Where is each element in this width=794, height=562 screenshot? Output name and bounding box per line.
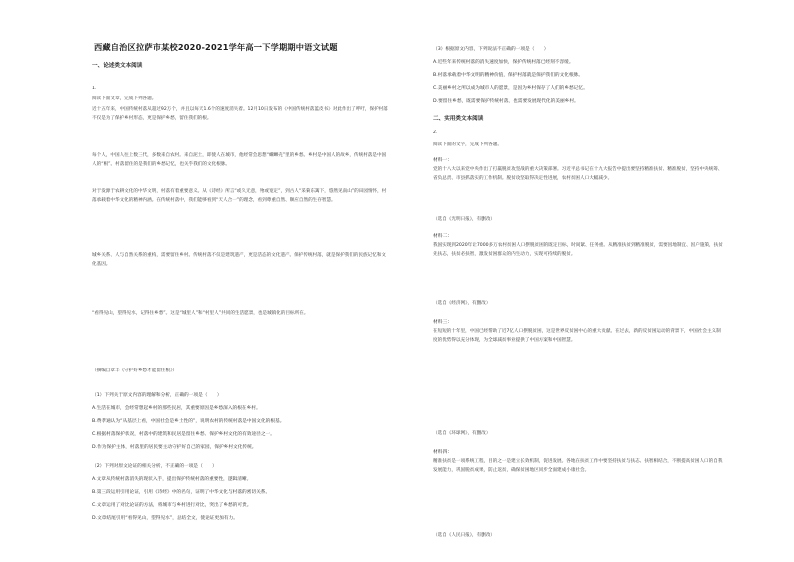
option-1c[interactable]: C.根据村落保护状况，村落中的建筑和民居是留住乡愁、保护乡村文化的有效途径之一。 xyxy=(92,432,275,437)
option-2a[interactable]: A.文章从传统村落消失的现状入手，提出保护传统村落的重要性，逻辑清晰。 xyxy=(92,477,252,482)
material-text: 我国实现到2020年让7000多万农村贫困人口摆脱贫困的既定目标，时间紧、任务重。从精准扶贫到精准脱贫，需要因地制宜、因户施策，扶贫先扶志，扶贫必扶智，激发贫困群众的内生动力，实现可持续的脱贫。 xyxy=(433,243,723,257)
option-1d[interactable]: D.作为保护主体，村落里的居民要主动守护好自己的家园，保护乡村文化传统。 xyxy=(92,445,257,450)
passage-paragraph: “看得见山，望得见水，记得住乡愁”。这是“城里人”和“村里人”共同的生活愿景，也是城镇化的目标所在。 xyxy=(92,311,309,316)
question-3: （3）根据原文内容，下列说法不正确的一项是（ ） xyxy=(433,47,549,52)
material-source: （选自《经济网》，有删改） xyxy=(433,301,491,306)
option-1b[interactable]: B.费孝通认为“从基层上看，中国社会是乡土性的”，说明农村的传统村落是中国文化的根基。 xyxy=(92,419,285,424)
option-3a[interactable]: A.近些年来传统村落的消失速度加快，保护传统村落已经刻不容缓。 xyxy=(433,60,574,65)
material-text: 精准扶贫是一项系统工程，目的之一是建立长效机制，促进发展。各地在扶贫工作中要坚持扶贫与扶志、扶智相结合，不断提高贫困人口的自我发展能力，巩固脱贫成果，防止返贫，确保贫困地区同步全面建成小康社会。 xyxy=(433,459,723,473)
material-label: 材料四： xyxy=(433,450,453,455)
question-2: （2）下列对原文论证的相关分析，不正确的一项是（ ） xyxy=(92,464,217,469)
section-heading-argumentative: 一、论述类文本阅读 xyxy=(92,63,143,69)
option-2b[interactable]: B.第三段运用引用论证，引用《诗经》中的名句，证明了中华文化与村落的密切关系。 xyxy=(92,490,271,495)
material-label: 材料二： xyxy=(433,234,453,239)
passage-paragraph: 每个人，中国人往上数三代，多数来自农村。来自泥土，即使人在城市，他经常会思想“螺蛳壳”里的乡愁。乡村是中国人的故乡，传统村落是中国人的“根”。村落留住的是我们的乡愁记忆，也关乎我们的文化根脉。 xyxy=(92,153,387,167)
option-3c[interactable]: C.美丽乡村之所以成为城市人的愿景，是因为乡村保存了人们的乡愁记忆。 xyxy=(433,86,588,91)
option-1a[interactable]: A.生活在城市，会经常想起乡村的那些民居，其重要原因是乡愁深入的根在乡村。 xyxy=(92,406,261,411)
passage-paragraph: 对于发源于农耕文化的中华文明，村落有着重要意义。从《诗经》所言“或久无意，殆或宽定”，到古人“采菊东篱下，悠然见南山”的田园情怀，村落承载着中华文化的精神内涵。在传统村落中，我们能够看到“天人合一”的理念，看到尊重自然、顺应自然的生存智慧。 xyxy=(92,189,387,203)
document-title: 西藏自治区拉萨市某校2020-2021学年高一下学期期中语文试题 xyxy=(94,42,338,52)
material-text: 党的十八大以来党中央作出了打赢脱贫攻坚战的重大决策部署。习近平总书记在十九大报告中提出要坚持精准扶贫、精准脱贫，坚持中央统筹、省负总责、市县抓落实的工作机制。脱贫攻坚取得决定性进展，农村贫困人口大幅减少。 xyxy=(433,167,723,181)
question-1: （1）下列关于原文内容的理解和分析，正确的一项是（ ） xyxy=(92,393,222,398)
section-heading-practical: 二、实用类文本阅读 xyxy=(433,116,484,122)
passage-paragraph: 近十五年来，中国传统村落从超过92万个，并且以每天1.6个的速度消失着。12月10日发布的《中国传统村落蓝皮书》对此作出了呼吁，保护村落不仅是为了保护乡村形态，更是保护乡愁，留住我们的根。 xyxy=(92,107,388,121)
material-text: 在短短的十年里，中国已经帮助了近7亿人口摆脱贫困，这是世界反贫困中心的重大贡献。在过去，新的反贫困运动的背景下，中国社会主义制度的优势得以充分体现，为全球减贫事业提供了中国方案和中国智慧。 xyxy=(433,329,721,343)
material-source: （选自《人民日报》，有删改） xyxy=(433,533,496,538)
question-number: 2. xyxy=(433,130,438,135)
material-source: （选自《环球网》，有删改） xyxy=(433,431,491,436)
option-2c[interactable]: C.文章运用了对比论证的方法，将城市与乡村进行对比，突出了乡愁的可贵。 xyxy=(92,503,252,508)
material-label: 材料一： xyxy=(433,158,453,163)
reading-intro: 阅读下面的文字，完成下列各题。 xyxy=(433,142,502,147)
option-2d[interactable]: D.文章结尾引用“看得见山，望得见水”，总结全文，使论证更加有力。 xyxy=(92,516,238,521)
option-3d[interactable]: D.要留住乡愁，既需要保护传统村落，也需要发展现代化的美丽乡村。 xyxy=(433,99,579,104)
material-label: 材料三： xyxy=(433,320,453,325)
reading-intro: 阅读下面文章，完成下列各题。 xyxy=(92,96,157,101)
material-source: （选自《光明日报》，有删改） xyxy=(433,217,496,222)
option-3b[interactable]: B.村落承载着中华文明的精神价值，保护村落就是保护我们的文化根脉。 xyxy=(433,73,584,78)
source-note: （摘编自章丰《守护好乡愁才能留住根》） xyxy=(92,368,177,373)
passage-paragraph: 城乡关系、人与自然关系的重构，需要留住乡村。传统村落不仅是建筑遗产，更是活态的文化遗产。保护传统村落，就是保护我们的民族记忆和文化基因。 xyxy=(92,253,387,267)
question-number: 1. xyxy=(92,86,97,91)
